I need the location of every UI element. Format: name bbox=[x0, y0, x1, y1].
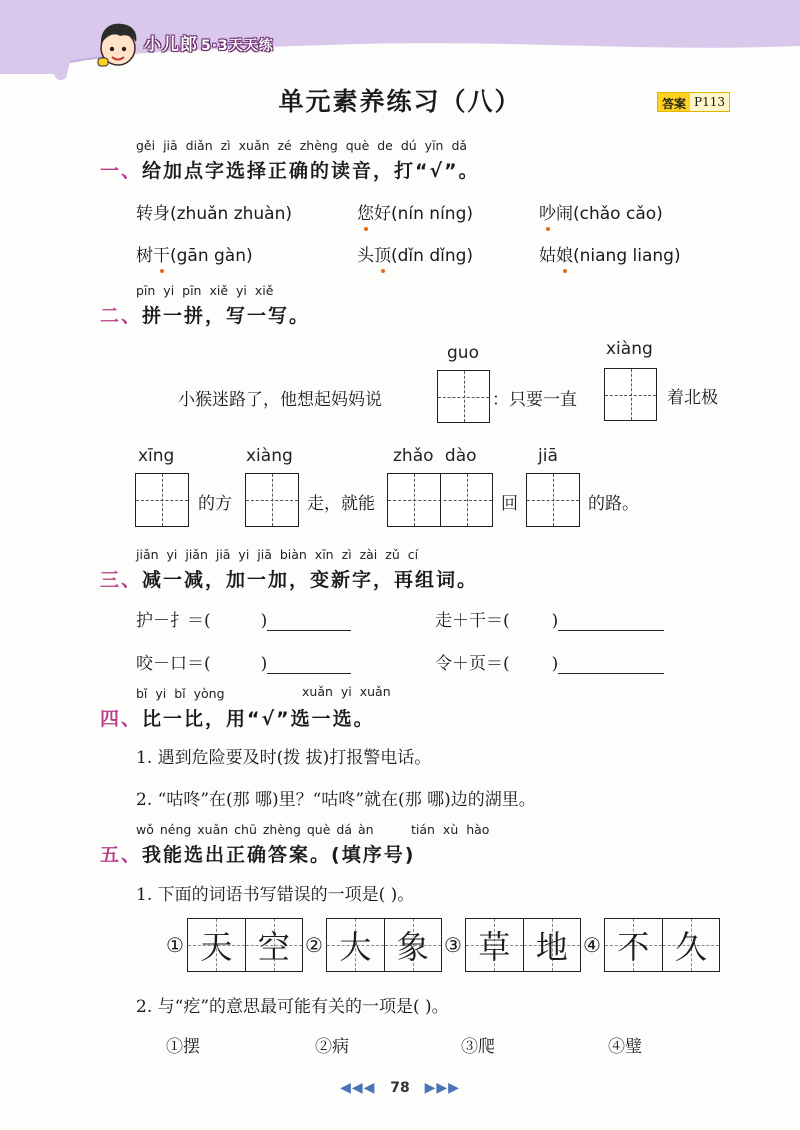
pinyin-xiang-2: xiàng bbox=[246, 446, 293, 466]
section2-number: 二、 bbox=[100, 305, 143, 327]
s1-item-2 bbox=[357, 199, 473, 224]
s5-choice-2-char-1: 大 bbox=[327, 919, 384, 971]
s3-item-2-expr: 走＋干＝( bbox=[435, 611, 510, 631]
s1-item-4-options: (gān gàn) bbox=[170, 246, 253, 266]
s2-line2-c: 回 bbox=[501, 494, 518, 514]
s5-choice-2-char-2: 象 bbox=[384, 919, 441, 971]
s3-item-4-answer-line[interactable] bbox=[558, 656, 664, 674]
s2-line2-d: 的路。 bbox=[588, 494, 639, 514]
writing-box-guo[interactable] bbox=[437, 370, 490, 423]
section1-heading-text: 给加点字选择正确的读音，打“√”。 bbox=[142, 160, 480, 182]
s1-item-5-options: (dǐn dǐng) bbox=[391, 246, 474, 266]
s2-line1-mid: ：只要一直 bbox=[492, 390, 577, 410]
writing-box-xiang-1[interactable] bbox=[604, 368, 657, 421]
section5-number: 五、 bbox=[100, 844, 143, 866]
section3-heading-text: 减一减，加一加，变新字，再组词。 bbox=[142, 569, 479, 591]
s1-item-1-char-b: 身 bbox=[153, 204, 170, 224]
s1-item-5-char-b: 顶 bbox=[374, 241, 391, 266]
s5-question-2: 2. 与“疙”的意思最可能有关的一项是( )。 bbox=[136, 997, 449, 1017]
s4-question-2: 2. “咕咚”在(那 哪)里？“咕咚”就在(那 哪)边的湖里。 bbox=[136, 790, 536, 810]
s3-item-1 bbox=[136, 606, 351, 631]
section5-heading-text: 我能选出正确答案。(填序号) bbox=[142, 844, 416, 866]
answer-label: 答案 bbox=[658, 93, 690, 111]
section1-heading bbox=[100, 156, 480, 183]
pinyin-xing: xīng bbox=[138, 446, 175, 466]
s3-item-2-answer-line[interactable] bbox=[558, 613, 664, 631]
s3-item-3 bbox=[136, 649, 351, 674]
s1-item-3 bbox=[539, 199, 663, 224]
section4-pinyin-b: xuǎn yi xuǎn bbox=[302, 684, 391, 699]
s3-item-3-answer-line[interactable] bbox=[267, 656, 351, 674]
section5-pinyin-a: wǒ néng xuǎn chū zhèng què dá àn bbox=[136, 822, 374, 837]
pinyin-jia: jiā bbox=[538, 446, 558, 466]
writing-box-xiang-2[interactable] bbox=[245, 473, 299, 527]
s5-q2-option-4[interactable]: ④璧 bbox=[608, 1037, 642, 1057]
s5-q2-option-1[interactable]: ①摆 bbox=[166, 1037, 200, 1057]
answer-reference-badge bbox=[657, 92, 730, 112]
s1-item-4 bbox=[136, 241, 253, 266]
s5-choice-1-mark: ① bbox=[166, 933, 184, 957]
s2-line2-b: 走，就能 bbox=[307, 494, 375, 514]
section5-pinyin-b: tián xù hào bbox=[411, 822, 490, 837]
s4-question-1: 1. 遇到危险要及时(拨 拔)打报警电话。 bbox=[136, 748, 432, 768]
brand-logo: 小儿郎 5·3天天练 bbox=[144, 35, 274, 55]
s1-item-6-char-a: 姑 bbox=[539, 246, 556, 266]
section3-number: 三、 bbox=[100, 569, 143, 591]
page-title: 单元素养练习（八） bbox=[278, 87, 522, 116]
writing-box-jia[interactable] bbox=[526, 473, 580, 527]
s1-item-6 bbox=[539, 241, 681, 266]
s3-item-4-expr: 令＋页＝( bbox=[435, 654, 510, 674]
s1-item-4-char-a: 树 bbox=[136, 246, 153, 266]
section4-number: 四、 bbox=[100, 708, 143, 730]
section2-heading-text: 拼一拼，写一写。 bbox=[142, 305, 311, 327]
section3-heading bbox=[100, 565, 478, 592]
s1-item-1-char-a: 转 bbox=[136, 204, 153, 224]
s1-item-3-char-b: 闹 bbox=[556, 204, 573, 224]
s3-item-2-close: ) bbox=[551, 611, 559, 631]
s1-item-4-char-b: 干 bbox=[153, 241, 170, 266]
s5-choice-1-words bbox=[187, 918, 303, 972]
s5-choice-1-char-1: 天 bbox=[188, 919, 245, 971]
s5-choice-3-mark: ③ bbox=[444, 933, 462, 957]
s5-choice-2-words bbox=[326, 918, 442, 972]
section5-heading bbox=[100, 840, 415, 867]
s5-choice-2[interactable] bbox=[305, 918, 442, 972]
s5-choice-4-words bbox=[604, 918, 720, 972]
s3-item-1-expr: 护－扌＝( bbox=[136, 611, 211, 631]
section2-pinyin: pīn yi pīn xiě yi xiě bbox=[136, 283, 274, 298]
s1-item-2-options: (nín níng) bbox=[391, 204, 474, 224]
s2-line1-text: 小猴迷路了，他想起妈妈说 bbox=[178, 390, 382, 410]
s5-question-1: 1. 下面的词语书写错误的一项是( )。 bbox=[136, 885, 415, 905]
s5-choice-3[interactable] bbox=[444, 918, 581, 972]
s3-item-4-close: ) bbox=[551, 654, 559, 674]
writing-box-zhaodao[interactable] bbox=[387, 473, 493, 527]
s3-item-4 bbox=[435, 649, 664, 674]
section1-pinyin: gěi jiā diǎn zì xuǎn zé zhèng què de dú yīn dǎ bbox=[136, 138, 468, 153]
section2-heading bbox=[100, 301, 310, 328]
writing-box-xing[interactable] bbox=[135, 473, 189, 527]
s1-item-5-char-a: 头 bbox=[357, 246, 374, 266]
s5-q2-option-3[interactable]: ③爬 bbox=[461, 1037, 495, 1057]
pinyin-zhaodao: zhǎo dào bbox=[393, 446, 477, 466]
section4-heading bbox=[100, 704, 375, 731]
section4-pinyin-a: bǐ yi bǐ yòng bbox=[136, 686, 225, 701]
s5-choice-1[interactable] bbox=[166, 918, 303, 972]
s5-choice-2-mark: ② bbox=[305, 933, 323, 957]
section1-number: 一、 bbox=[100, 160, 143, 182]
s3-item-1-close: ) bbox=[260, 611, 268, 631]
page-number: 78 bbox=[390, 1080, 410, 1096]
s5-choice-4-mark: ④ bbox=[583, 933, 601, 957]
pinyin-guo: guo bbox=[447, 343, 479, 363]
s5-q2-option-2[interactable]: ②病 bbox=[315, 1037, 349, 1057]
s5-choice-3-char-2: 地 bbox=[523, 919, 580, 971]
section4-heading-text: 比一比，用“√”选一选。 bbox=[142, 708, 375, 730]
pinyin-xiang-1: xiàng bbox=[606, 339, 653, 359]
page-footer bbox=[0, 1080, 800, 1096]
s1-item-1-options: (zhuǎn zhuàn) bbox=[170, 204, 292, 224]
next-arrows-icon: ▶▶▶ bbox=[424, 1080, 460, 1096]
s1-item-6-char-b: 娘 bbox=[556, 241, 573, 266]
prev-arrows-icon: ◀◀◀ bbox=[340, 1080, 376, 1096]
s1-item-2-char-a: 您 bbox=[357, 199, 374, 224]
s3-item-2 bbox=[435, 606, 664, 631]
s5-choice-4-char-2: 久 bbox=[662, 919, 719, 971]
s1-item-2-char-b: 好 bbox=[374, 204, 391, 224]
s3-item-3-expr: 咬－口＝( bbox=[136, 654, 211, 674]
mascot-icon bbox=[92, 18, 144, 70]
s5-choice-4-char-1: 不 bbox=[605, 919, 662, 971]
s5-choice-3-char-1: 草 bbox=[466, 919, 523, 971]
s1-item-3-char-a: 吵 bbox=[539, 199, 556, 224]
section3-pinyin: jiǎn yi jiǎn jiā yi jiā biàn xīn zì zài zǔ cí bbox=[136, 547, 419, 562]
s3-item-3-close: ) bbox=[260, 654, 268, 674]
s2-line1-end: 着北极 bbox=[667, 388, 718, 408]
s5-choice-4[interactable] bbox=[583, 918, 720, 972]
s1-item-1 bbox=[136, 199, 292, 224]
s1-item-3-options: (chǎo cǎo) bbox=[573, 204, 663, 224]
s5-choice-1-char-2: 空 bbox=[245, 919, 302, 971]
s2-line2-a: 的方 bbox=[198, 494, 232, 514]
answer-page: P113 bbox=[690, 93, 729, 111]
s3-item-1-answer-line[interactable] bbox=[267, 613, 351, 631]
s5-choice-3-words bbox=[465, 918, 581, 972]
s1-item-5 bbox=[357, 241, 473, 266]
s1-item-6-options: (niang liang) bbox=[573, 246, 681, 266]
